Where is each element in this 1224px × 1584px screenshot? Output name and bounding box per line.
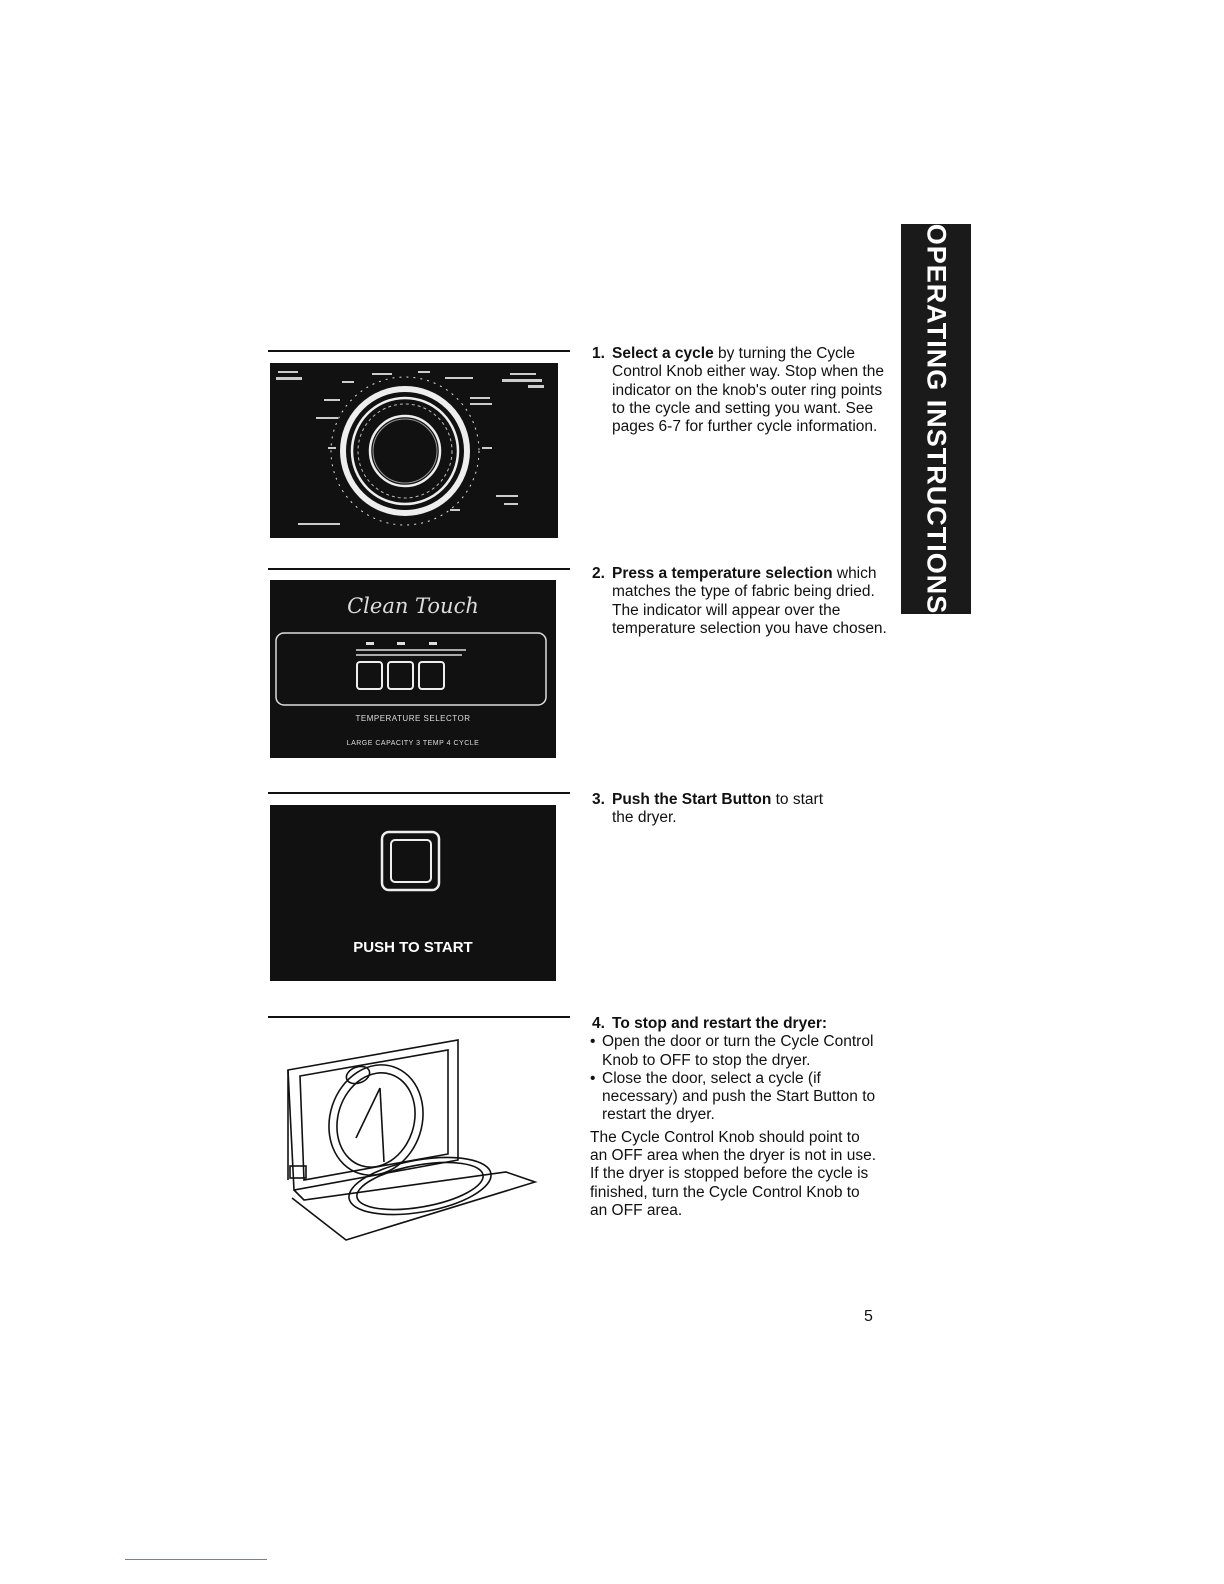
figure-rule-2	[268, 568, 570, 570]
step-3	[592, 791, 892, 828]
push-to-start-label: PUSH TO START	[353, 939, 473, 956]
figure-rule-1	[268, 350, 570, 352]
brand-script: Clean Touch	[347, 594, 479, 618]
dryer-door-illustration	[280, 1030, 542, 1252]
step-4-number: 4.	[592, 1015, 605, 1032]
cycle-knob-figure	[270, 363, 558, 538]
figure-rule-4	[268, 1016, 570, 1018]
temperature-selector-figure	[270, 580, 556, 758]
step-3-text: to start the dryer.	[612, 791, 823, 827]
section-tab	[901, 224, 971, 614]
step-4-bullet-1-text: Open the door or turn the Cycle Control Knob to OFF to stop the dryer.	[602, 1033, 874, 1069]
start-button-figure	[270, 805, 556, 981]
capacity-label: LARGE CAPACITY 3 TEMP 4 CYCLE	[346, 740, 480, 747]
step-4	[592, 1015, 877, 1220]
step-3-number: 3.	[592, 791, 605, 808]
step-4-bullet-2: • Close the door, select a cycle (if necessary) and push the Start Button to restart the dryer.	[590, 1069, 876, 1124]
step-4-note: The Cycle Control Knob should point to an OFF area when the dryer is not in use. If the dryer is stopped before the cycle is finished, turn the Cycle Control Knob to an OFF area.	[590, 1128, 877, 1219]
step-2-number: 2.	[592, 565, 605, 582]
figure-rule-3	[268, 792, 570, 794]
step-4-bullet-1: • Open the door or turn the Cycle Control Knob to OFF to stop the dryer.	[590, 1033, 874, 1069]
step-2-text: which matches the type of fabric being dried. The indicator will appear over the temperature selection you have chosen.	[612, 565, 887, 637]
page-number: 5	[864, 1308, 873, 1325]
cycle-knob-illustration	[270, 363, 558, 538]
dryer-door-figure	[280, 1030, 542, 1252]
step-4-bullet-2-text: Close the door, select a cycle (if necessary) and push the Start Button to restart the dryer.	[602, 1069, 876, 1124]
step-1-number: 1.	[592, 345, 605, 362]
step-3-heading: Push the Start Button	[612, 791, 772, 808]
step-1-heading: Select a cycle	[612, 345, 714, 362]
temperature-selector-label: TEMPERATURE SELECTOR	[355, 714, 471, 723]
section-tab-label: OPERATING INSTRUCTIONS	[921, 223, 952, 615]
step-2	[592, 565, 892, 638]
footer-rule	[125, 1559, 267, 1560]
step-1	[592, 345, 892, 436]
step-2-heading: Press a temperature selection	[612, 565, 833, 582]
step-1-text: by turning the Cycle Control Knob either way. Stop when the indicator on the knob's outer ring points to the cycle and setting you want. See pages 6-7 for further cycle information.	[612, 345, 884, 436]
step-4-heading: To stop and restart the dryer:	[612, 1015, 828, 1032]
